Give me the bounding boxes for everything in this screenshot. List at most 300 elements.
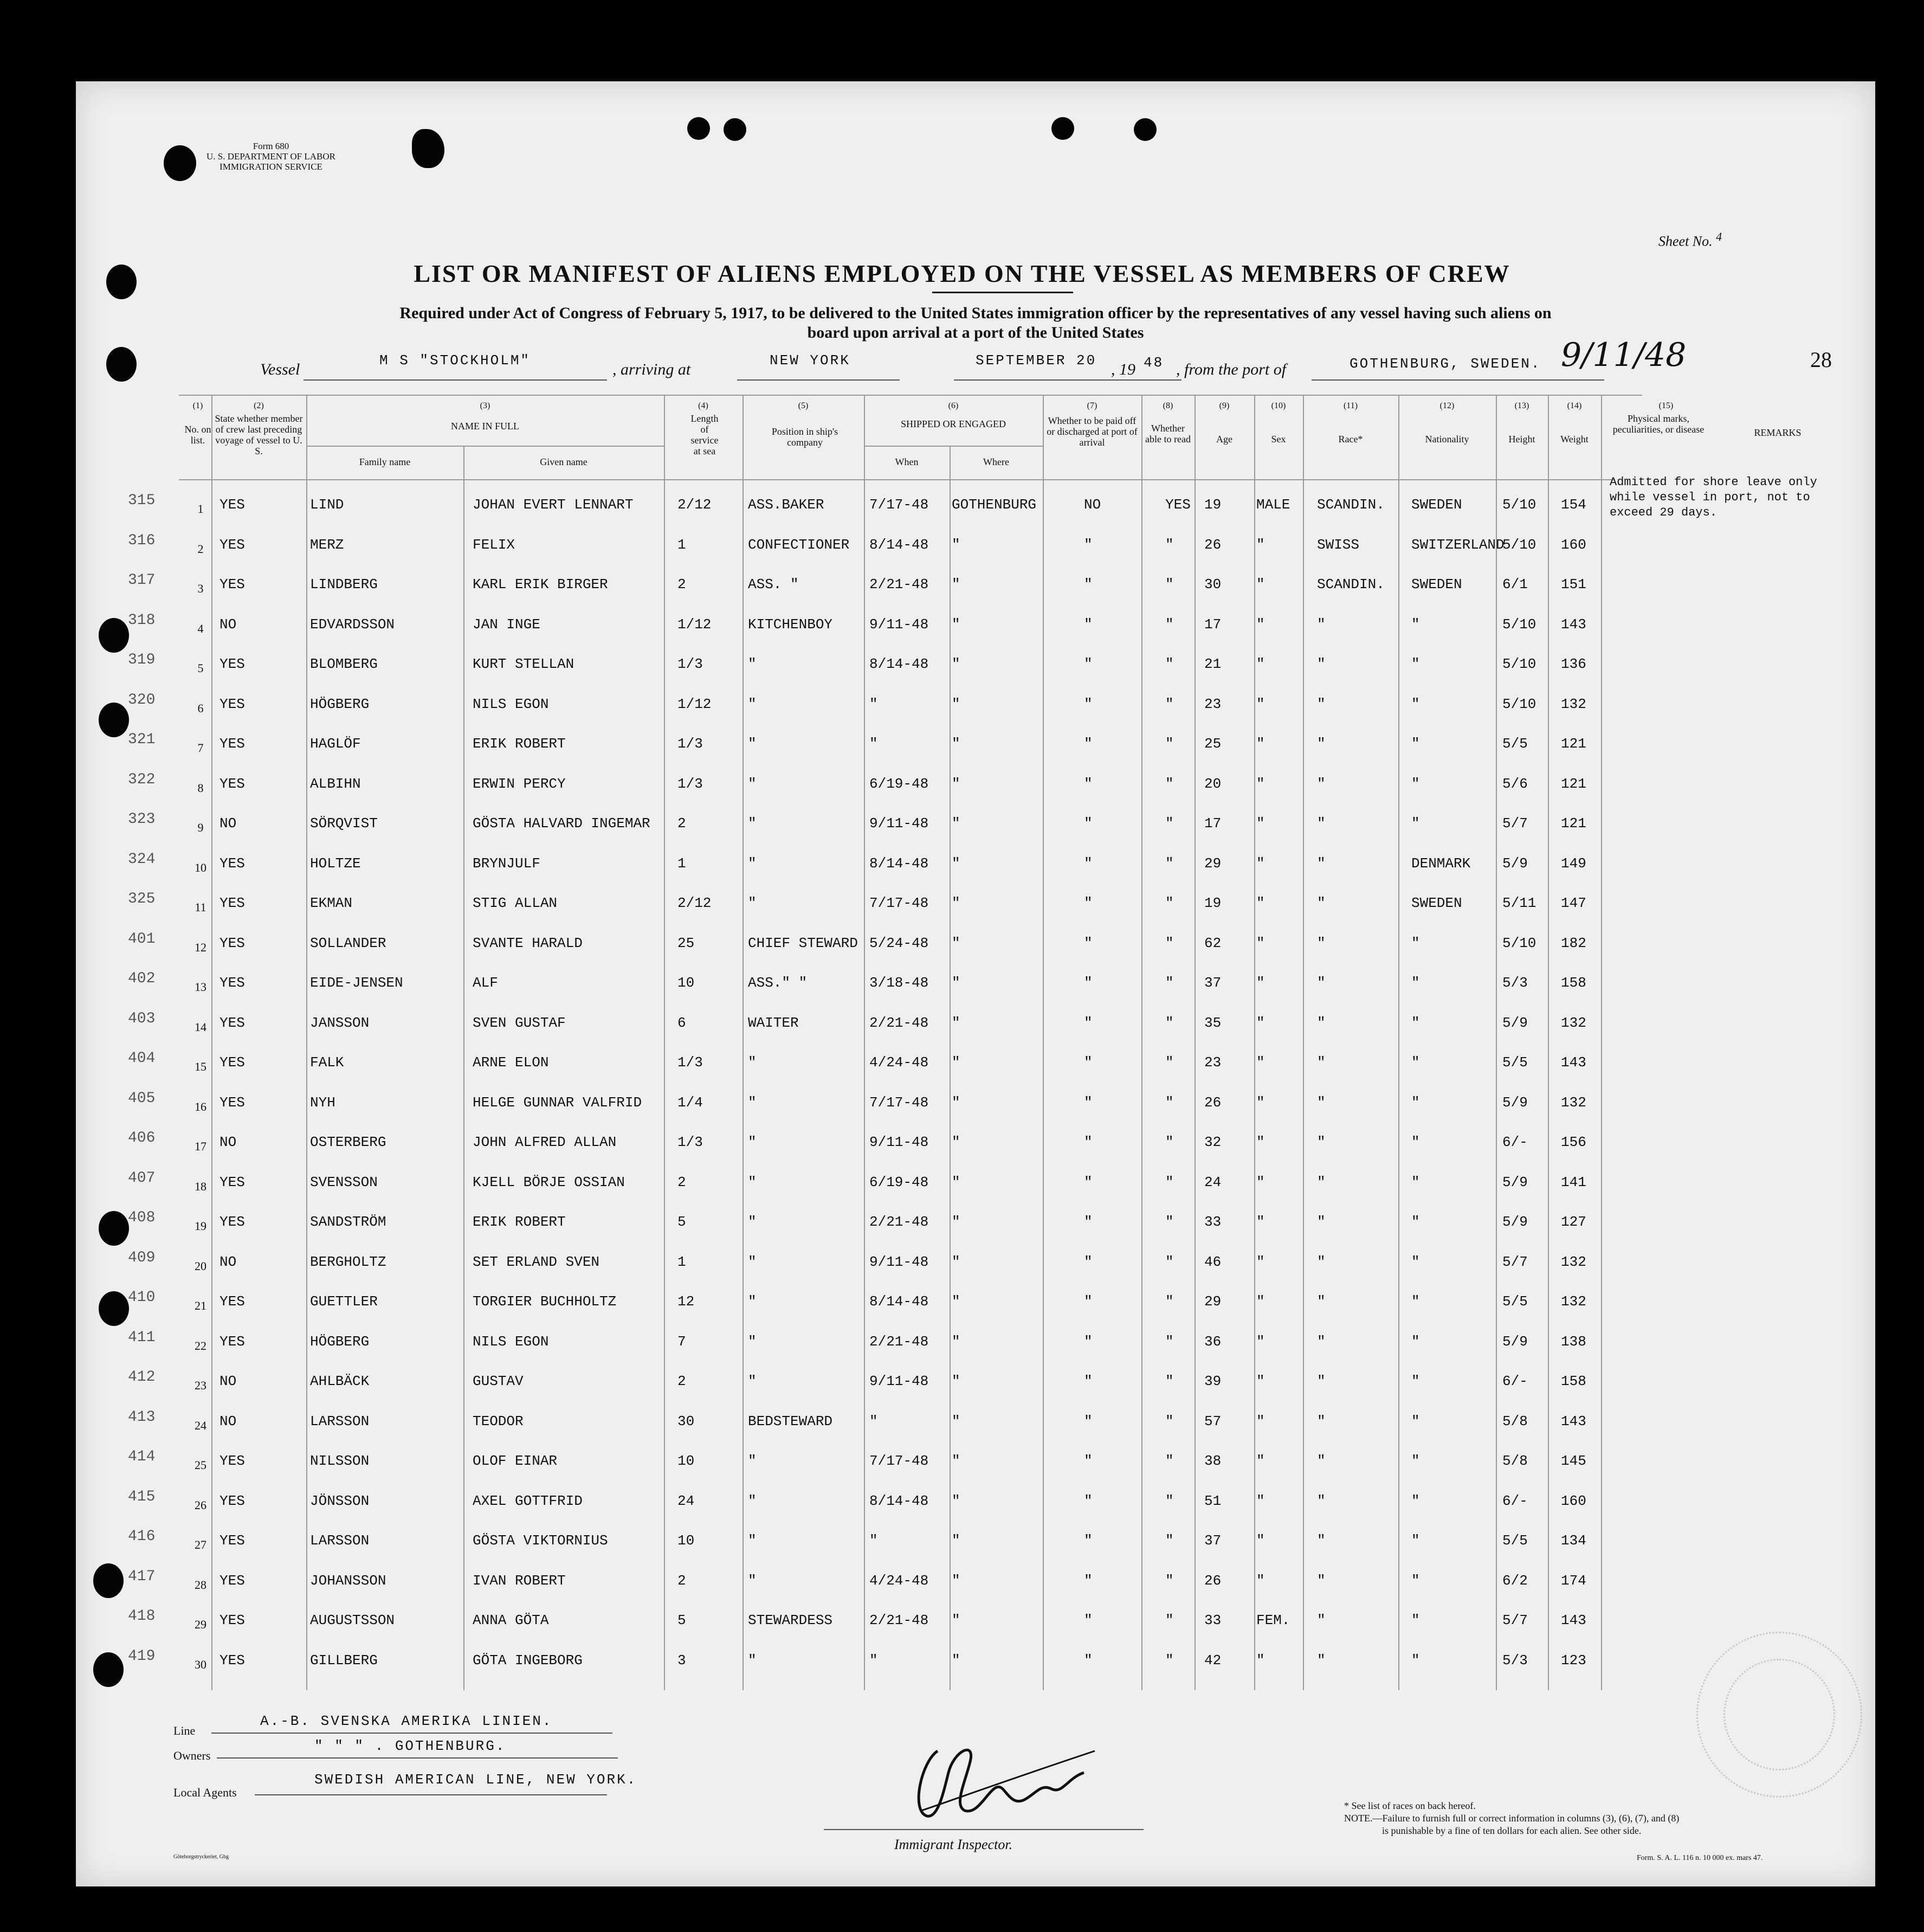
col-divider <box>664 395 665 1690</box>
race-cell: " <box>1317 1174 1326 1190</box>
sheet-value: 4 <box>1716 230 1722 243</box>
row-number: 28 <box>195 1578 206 1592</box>
height-cell: 6/2 <box>1502 1573 1528 1589</box>
position-cell: " <box>748 1174 757 1190</box>
sheet-label: Sheet No. <box>1658 233 1713 249</box>
sex-cell: " <box>1256 1094 1265 1111</box>
nationality-cell: " <box>1411 1054 1420 1071</box>
col-divider <box>1043 395 1044 1690</box>
engaged-when-cell: 8/14-48 <box>869 656 929 672</box>
family-name-cell: FALK <box>310 1054 344 1071</box>
engaged-when-cell: 9/11-48 <box>869 815 929 832</box>
service-length-cell: 1/4 <box>677 1094 703 1111</box>
row-number: 7 <box>197 741 204 755</box>
from-label: , from the port of <box>1176 360 1287 378</box>
age-cell: 39 <box>1204 1373 1222 1389</box>
binder-hole <box>106 347 137 382</box>
form-reference: Form. S. A. L. 116 n. 10 000 ex. mars 47. <box>1637 1854 1763 1862</box>
sex-cell: " <box>1256 855 1265 872</box>
able-to-read-cell: " <box>1165 616 1174 633</box>
service-length-cell: 1/3 <box>677 656 703 672</box>
engaged-where-cell: " <box>952 1054 960 1071</box>
able-to-read-cell: " <box>1165 1293 1174 1310</box>
remarks-header: REMARKS <box>1754 427 1802 438</box>
prev-voyage-cell: YES <box>219 537 245 553</box>
sex-cell: " <box>1256 1174 1265 1190</box>
weight-cell: 143 <box>1561 1612 1586 1628</box>
prev-voyage-cell: YES <box>219 895 245 911</box>
nationality-cell: SWITZERLAND <box>1411 537 1505 553</box>
engaged-when-cell: 7/17-48 <box>869 1094 929 1111</box>
race-cell: " <box>1317 696 1326 712</box>
weight-cell: 160 <box>1561 537 1586 553</box>
position-cell: " <box>748 1054 757 1071</box>
given-name-cell: KURT STELLAN <box>473 656 574 672</box>
prev-voyage-cell: NO <box>219 1373 237 1389</box>
weight-cell: 138 <box>1561 1334 1586 1350</box>
engaged-when-cell: 2/21-48 <box>869 1612 929 1628</box>
paid-off-cell: " <box>1084 935 1093 951</box>
sex-cell: " <box>1256 1453 1265 1469</box>
able-to-read-cell: " <box>1165 895 1174 911</box>
paid-off-cell: " <box>1084 776 1093 792</box>
col-divider <box>463 446 464 1690</box>
position-cell: ASS.BAKER <box>748 497 824 513</box>
weight-cell: 156 <box>1561 1134 1586 1150</box>
given-name-cell: GÖTA INGEBORG <box>473 1652 583 1669</box>
sex-cell: " <box>1256 815 1265 832</box>
family-name-cell: LARSSON <box>310 1532 370 1549</box>
age-cell: 20 <box>1204 776 1222 792</box>
engaged-where-cell: " <box>952 1254 960 1270</box>
nationality-cell: " <box>1411 736 1420 752</box>
service-length-cell: 10 <box>677 1453 695 1469</box>
row-number: 24 <box>195 1419 206 1432</box>
col-15-number: (15) <box>1658 401 1674 410</box>
race-cell: " <box>1317 1293 1326 1310</box>
height-cell: 5/10 <box>1502 935 1536 951</box>
position-cell: " <box>748 656 757 672</box>
binder-hole <box>99 703 129 737</box>
race-cell: " <box>1317 1612 1326 1628</box>
nationality-cell: " <box>1411 1652 1420 1669</box>
manifest-line-number: 318 <box>128 612 156 629</box>
race-cell: " <box>1317 1493 1326 1509</box>
engaged-when-cell: 9/11-48 <box>869 1134 929 1150</box>
engaged-when-cell: 8/14-48 <box>869 537 929 553</box>
able-to-read-cell: " <box>1165 1373 1174 1389</box>
race-cell: " <box>1317 975 1326 991</box>
engaged-where-cell: " <box>952 815 960 832</box>
col-1-header: No. on list. <box>184 424 211 446</box>
able-to-read-cell: " <box>1165 776 1174 792</box>
from-underline <box>1312 379 1604 381</box>
engaged-where-cell: " <box>952 1493 960 1509</box>
family-name-cell: EKMAN <box>310 895 353 911</box>
paid-off-cell: " <box>1084 855 1093 872</box>
prev-voyage-cell: YES <box>219 1334 245 1350</box>
punch-hole <box>1051 117 1074 140</box>
given-name-cell: KJELL BÖRJE OSSIAN <box>473 1174 625 1190</box>
prev-voyage-cell: YES <box>219 736 245 752</box>
position-cell: CHIEF STEWARD <box>748 935 858 951</box>
sex-cell: " <box>1256 1373 1265 1389</box>
weight-cell: 121 <box>1561 815 1586 832</box>
prev-voyage-cell: YES <box>219 1573 245 1589</box>
engaged-when-cell: 2/21-48 <box>869 576 929 593</box>
row-number: 4 <box>197 622 204 635</box>
year-prefix: , 19 <box>1111 360 1135 378</box>
age-cell: 24 <box>1204 1174 1222 1190</box>
service-length-cell: 1/12 <box>677 616 712 633</box>
family-name-cell: SANDSTRÖM <box>310 1214 386 1230</box>
vessel-underline <box>304 379 607 381</box>
weight-cell: 132 <box>1561 1293 1586 1310</box>
weight-cell: 174 <box>1561 1573 1586 1589</box>
punch-hole <box>1134 118 1157 141</box>
sex-cell: " <box>1256 1015 1265 1031</box>
owners-label: Owners <box>173 1749 211 1762</box>
title-underline <box>932 292 1073 293</box>
engaged-when-cell: 3/18-48 <box>869 975 929 991</box>
prev-voyage-cell: YES <box>219 1293 245 1310</box>
paid-off-cell: " <box>1084 576 1093 593</box>
service-length-cell: 2 <box>677 1573 686 1589</box>
given-name-cell: GUSTAV <box>473 1373 524 1389</box>
age-cell: 32 <box>1204 1134 1222 1150</box>
prev-voyage-cell: YES <box>219 1015 245 1031</box>
height-cell: 5/5 <box>1502 1532 1528 1549</box>
engaged-where-cell: " <box>952 1532 960 1549</box>
sex-cell: " <box>1256 1214 1265 1230</box>
prev-voyage-cell: NO <box>219 616 237 633</box>
footnotes <box>1344 1800 1679 1837</box>
able-to-read-cell: " <box>1165 1174 1174 1190</box>
able-to-read-cell: " <box>1165 1652 1174 1669</box>
service-length-cell: 1/3 <box>677 736 703 752</box>
height-cell: 5/7 <box>1502 1254 1528 1270</box>
prev-voyage-cell: YES <box>219 1214 245 1230</box>
prev-voyage-cell: YES <box>219 1054 245 1071</box>
row-number: 13 <box>195 980 206 994</box>
col-7-header: Whether to be paid off or discharged at port of arrival <box>1047 415 1138 448</box>
prev-voyage-cell: YES <box>219 1652 245 1669</box>
weight-cell: 121 <box>1561 736 1586 752</box>
line-underline <box>211 1733 612 1734</box>
family-name-cell: SÖRQVIST <box>310 815 378 832</box>
age-cell: 46 <box>1204 1254 1222 1270</box>
able-to-read-cell: " <box>1165 1453 1174 1469</box>
age-cell: 62 <box>1204 935 1222 951</box>
family-name-cell: SOLLANDER <box>310 935 386 951</box>
engaged-where-cell: " <box>952 1612 960 1628</box>
service-length-cell: 12 <box>677 1293 695 1310</box>
paid-off-cell: NO <box>1084 497 1101 513</box>
able-to-read-cell: " <box>1165 1015 1174 1031</box>
engaged-when-cell: 8/14-48 <box>869 1293 929 1310</box>
subtitle-line-1: Required under Act of Congress of February 5, 1917, to be delivered to the United States immigration officer by the representatives of any vessel having such aliens on <box>399 304 1552 322</box>
prev-voyage-cell: YES <box>219 975 245 991</box>
position-cell: " <box>748 855 757 872</box>
family-name-cell: JOHANSSON <box>310 1573 386 1589</box>
engaged-when-cell: " <box>869 1652 878 1669</box>
engaged-where-cell: " <box>952 1214 960 1230</box>
manifest-line-number: 418 <box>128 1608 156 1625</box>
row-number: 10 <box>195 861 206 874</box>
able-to-read-cell: " <box>1165 696 1174 712</box>
nationality-cell: SWEDEN <box>1411 895 1462 911</box>
paid-off-cell: " <box>1084 1054 1093 1071</box>
nationality-cell: " <box>1411 815 1420 832</box>
age-cell: 33 <box>1204 1214 1222 1230</box>
height-cell: 5/10 <box>1502 656 1536 672</box>
paid-off-cell: " <box>1084 815 1093 832</box>
col-divider <box>306 395 307 1690</box>
arrival-year: 48 <box>1144 355 1164 371</box>
sex-cell: " <box>1256 776 1265 792</box>
port-underline <box>737 379 900 381</box>
engaged-when-cell: 9/11-48 <box>869 1373 929 1389</box>
sex-cell: " <box>1256 935 1265 951</box>
age-cell: 33 <box>1204 1612 1222 1628</box>
remarks-line: Admitted for shore leave only <box>1610 475 1817 489</box>
penalty-note: NOTE.—Failure to furnish full or correct information in columns (3), (6), (7), and (8) <box>1344 1813 1680 1824</box>
weight-cell: 141 <box>1561 1174 1586 1190</box>
family-name-cell: HÖGBERG <box>310 1334 370 1350</box>
given-name-cell: JOHN ALFRED ALLAN <box>473 1134 617 1150</box>
col-5-header: Position in ship's company <box>771 426 838 448</box>
row-number: 20 <box>195 1259 206 1273</box>
able-to-read-cell: " <box>1165 1214 1174 1230</box>
col-4-number: (4) <box>698 401 708 410</box>
row-number: 14 <box>195 1020 206 1034</box>
engaged-when-cell: 8/14-48 <box>869 1493 929 1509</box>
position-cell: " <box>748 815 757 832</box>
form-header <box>190 141 352 172</box>
col-6b-header: Where <box>983 456 1009 467</box>
binder-hole <box>93 1563 124 1598</box>
given-name-cell: SVANTE HARALD <box>473 935 583 951</box>
paid-off-cell: " <box>1084 1293 1093 1310</box>
page-title: LIST OR MANIFEST OF ALIENS EMPLOYED ON THE VESSEL AS MEMBERS OF CREW <box>414 260 1510 287</box>
engaged-where-cell: " <box>952 975 960 991</box>
weight-cell: 145 <box>1561 1453 1586 1469</box>
punch-hole <box>687 117 710 140</box>
col-divider <box>1548 395 1549 1690</box>
weight-cell: 123 <box>1561 1652 1586 1669</box>
height-cell: 5/6 <box>1502 776 1528 792</box>
vessel-label: Vessel <box>260 360 300 378</box>
paid-off-cell: " <box>1084 656 1093 672</box>
col-14-number: (14) <box>1567 401 1582 410</box>
nationality-cell: " <box>1411 1612 1420 1628</box>
paid-off-cell: " <box>1084 736 1093 752</box>
height-cell: 5/3 <box>1502 1652 1528 1669</box>
age-cell: 19 <box>1204 895 1222 911</box>
engaged-where-cell: " <box>952 1174 960 1190</box>
weight-cell: 134 <box>1561 1532 1586 1549</box>
engaged-when-cell: 4/24-48 <box>869 1573 929 1589</box>
engaged-where-cell: " <box>952 576 960 593</box>
penalty-note-cont: is punishable by a fine of ten dollars for each alien. See other side. <box>1382 1825 1642 1836</box>
service-length-cell: 1/3 <box>677 1054 703 1071</box>
engaged-where-cell: " <box>952 935 960 951</box>
prev-voyage-cell: NO <box>219 1413 237 1429</box>
position-cell: " <box>748 1254 757 1270</box>
weight-cell: 147 <box>1561 895 1586 911</box>
nationality-cell: " <box>1411 656 1420 672</box>
weight-cell: 143 <box>1561 1413 1586 1429</box>
race-cell: " <box>1317 1453 1326 1469</box>
nationality-cell: " <box>1411 696 1420 712</box>
race-cell: " <box>1317 1134 1326 1150</box>
service-length-cell: 2/12 <box>677 497 712 513</box>
engaged-where-cell: " <box>952 1134 960 1150</box>
manifest-line-number: 408 <box>128 1209 156 1226</box>
position-cell: " <box>748 1214 757 1230</box>
manifest-line-number: 414 <box>128 1448 156 1465</box>
engaged-when-cell: 2/21-48 <box>869 1214 929 1230</box>
col-12-header: Nationality <box>1425 434 1469 445</box>
service-length-cell: 24 <box>677 1493 695 1509</box>
weight-cell: 160 <box>1561 1493 1586 1509</box>
inspector-signature <box>889 1729 1106 1827</box>
manifest-line-number: 317 <box>128 572 156 589</box>
able-to-read-cell: " <box>1165 1573 1174 1589</box>
height-cell: 5/9 <box>1502 1015 1528 1031</box>
engaged-when-cell: 4/24-48 <box>869 1054 929 1071</box>
family-name-cell: MERZ <box>310 537 344 553</box>
age-cell: 25 <box>1204 736 1222 752</box>
able-to-read-cell: " <box>1165 537 1174 553</box>
nationality-cell: " <box>1411 1174 1420 1190</box>
engaged-where-cell: " <box>952 1413 960 1429</box>
inspector-label: Immigrant Inspector. <box>894 1837 1013 1852</box>
age-cell: 26 <box>1204 1573 1222 1589</box>
col-10-header: Sex <box>1271 434 1286 445</box>
manifest-line-number: 323 <box>128 811 156 828</box>
family-name-cell: LARSSON <box>310 1413 370 1429</box>
row-number: 25 <box>195 1458 206 1472</box>
remarks-note <box>1610 475 1817 520</box>
manifest-line-number: 324 <box>128 851 156 868</box>
engaged-where-cell: " <box>952 776 960 792</box>
sex-cell: " <box>1256 576 1265 593</box>
nationality-cell: " <box>1411 1413 1420 1429</box>
position-cell: " <box>748 1373 757 1389</box>
sex-cell: " <box>1256 537 1265 553</box>
agents-label: Local Agents <box>173 1786 237 1799</box>
position-cell: " <box>748 1134 757 1150</box>
prev-voyage-cell: YES <box>219 696 245 712</box>
position-cell: " <box>748 1334 757 1350</box>
family-name-cell: NILSSON <box>310 1453 370 1469</box>
family-name-cell: NYH <box>310 1094 335 1111</box>
service-length-cell: 1 <box>677 855 686 872</box>
engaged-when-cell: " <box>869 1413 878 1429</box>
service-length-cell: 1/12 <box>677 696 712 712</box>
height-cell: 5/9 <box>1502 1094 1528 1111</box>
height-cell: 5/7 <box>1502 815 1528 832</box>
col-8-header: Whether able to read <box>1145 423 1191 445</box>
given-name-cell: ANNA GÖTA <box>473 1612 549 1628</box>
given-name-cell: HELGE GUNNAR VALFRID <box>473 1094 642 1111</box>
race-cell: SCANDIN. <box>1317 497 1385 513</box>
manifest-line-number: 319 <box>128 652 156 668</box>
departure-port: GOTHENBURG, SWEDEN. <box>1350 356 1541 372</box>
engaged-where-cell: " <box>952 1293 960 1310</box>
page-subtitle <box>163 304 1789 343</box>
given-name-cell: JOHAN EVERT LENNART <box>473 497 634 513</box>
engaged-where-cell: " <box>952 1652 960 1669</box>
paid-off-cell: " <box>1084 1254 1093 1270</box>
manifest-line-number: 321 <box>128 731 156 748</box>
binder-hole <box>99 618 129 653</box>
position-cell: ASS. " <box>748 576 799 593</box>
row-number: 17 <box>195 1139 206 1153</box>
given-name-cell: ERIK ROBERT <box>473 736 566 752</box>
nationality-cell: " <box>1411 1493 1420 1509</box>
row-number: 15 <box>195 1060 206 1073</box>
page-number: 28 <box>1810 347 1832 372</box>
family-name-cell: EDVARDSSON <box>310 616 395 633</box>
age-cell: 42 <box>1204 1652 1222 1669</box>
nationality-cell: " <box>1411 1254 1420 1270</box>
race-cell: " <box>1317 1094 1326 1111</box>
engaged-where-cell: " <box>952 1015 960 1031</box>
able-to-read-cell: " <box>1165 1493 1174 1509</box>
row-number: 26 <box>195 1498 206 1512</box>
age-cell: 29 <box>1204 1293 1222 1310</box>
given-name-cell: GÖSTA HALVARD INGEMAR <box>473 815 650 832</box>
col-6-header: SHIPPED OR ENGAGED <box>900 418 1006 429</box>
family-name-cell: LIND <box>310 497 344 513</box>
col-divider <box>211 395 212 1690</box>
age-cell: 30 <box>1204 576 1222 593</box>
weight-cell: 154 <box>1561 497 1586 513</box>
height-cell: 5/5 <box>1502 1293 1528 1310</box>
race-cell: " <box>1317 1054 1326 1071</box>
sex-cell: " <box>1256 656 1265 672</box>
paid-off-cell: " <box>1084 1413 1093 1429</box>
given-name-cell: SET ERLAND SVEN <box>473 1254 600 1270</box>
row-number: 8 <box>197 781 204 795</box>
nationality-cell: " <box>1411 1214 1420 1230</box>
paid-off-cell: " <box>1084 537 1093 553</box>
height-cell: 6/- <box>1502 1373 1528 1389</box>
col-9-number: (9) <box>1219 401 1230 410</box>
sex-cell: MALE <box>1256 497 1290 513</box>
service-length-cell: 3 <box>677 1652 686 1669</box>
manifest-line-number: 405 <box>128 1090 156 1107</box>
height-cell: 5/10 <box>1502 696 1536 712</box>
engaged-when-cell: 6/19-48 <box>869 1174 929 1190</box>
weight-cell: 121 <box>1561 776 1586 792</box>
sex-cell: " <box>1256 1652 1265 1669</box>
engaged-where-cell: GOTHENBURG <box>952 497 1037 513</box>
row-number: 5 <box>197 661 204 675</box>
able-to-read-cell: " <box>1165 815 1174 832</box>
prev-voyage-cell: YES <box>219 1612 245 1628</box>
age-cell: 51 <box>1204 1493 1222 1509</box>
height-cell: 5/9 <box>1502 1214 1528 1230</box>
weight-cell: 132 <box>1561 1254 1586 1270</box>
family-name-cell: LINDBERG <box>310 576 378 593</box>
col-9-header: Age <box>1216 434 1232 445</box>
owners-underline <box>217 1757 618 1759</box>
engaged-when-cell: 2/21-48 <box>869 1334 929 1350</box>
engaged-when-cell: " <box>869 1532 878 1549</box>
